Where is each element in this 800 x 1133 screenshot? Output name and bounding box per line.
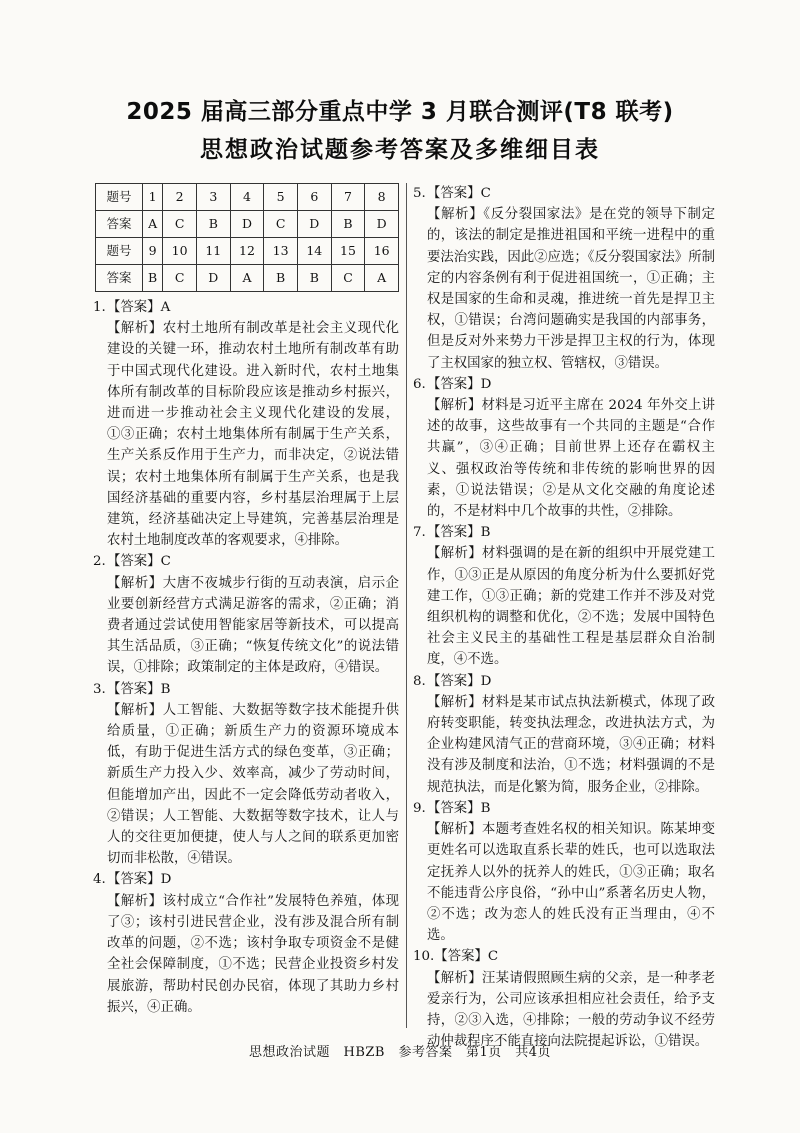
analysis-paragraph (413, 968, 715, 1053)
analysis-text: 本题考查姓名权的相关知识。陈某坤变更姓名可以选取直系长辈的姓氏，也可以选取法定抚养人以外的抚养人的姓氏，①③正确；取名不能违背公序良俗，“孙中山”系著名历史人物，②不选；改为恋人的姓氏没有正当理由，④不选。 (427, 822, 715, 944)
question-number: 9. (413, 800, 426, 816)
analysis-label: 【解析】 (427, 694, 482, 710)
right-question-list (413, 183, 715, 1052)
question-number: 4. (93, 872, 106, 888)
row-label-answer: 答案 (96, 211, 143, 238)
question-block (413, 183, 715, 374)
question-number: 5. (413, 186, 426, 201)
answer-table-question-row (96, 184, 399, 211)
page-footer: 思想政治试题 HBZB 参考答案 第1页 共4页 (248, 1045, 552, 1060)
answer-table-answer-row (96, 265, 399, 292)
left-column (93, 183, 399, 1018)
row-label-answer: 答案 (96, 265, 143, 292)
answer-value: C (480, 186, 491, 201)
answer-table (95, 183, 399, 292)
answer-cell: B (264, 265, 298, 292)
analysis-paragraph (413, 543, 715, 670)
analysis-label: 【解析】 (107, 702, 163, 718)
analysis-label: 【解析】 (427, 970, 482, 986)
analysis-paragraph (413, 395, 715, 522)
question-number-cell: 3 (196, 184, 230, 211)
question-block (93, 869, 399, 1017)
analysis-text: 大唐不夜城步行街的互动表演，启示企业要创新经营方式满足游客的需求，②正确；消费者通过尝试使用智能家居等新技术，可以提高其生活品质，③正确；“恢复传统文化”的说法错误，①排除；政策制定的主体是政府，④错误。 (107, 575, 400, 676)
answer-line (413, 798, 715, 819)
analysis-label: 【解析】 (107, 893, 163, 909)
answer-cell: C (163, 211, 197, 238)
answer-label: 【答案】 (427, 673, 481, 689)
answer-cell: B (196, 211, 230, 238)
analysis-paragraph (413, 819, 715, 946)
answer-line (413, 671, 715, 692)
question-number: 7. (413, 525, 426, 541)
answer-cell: B (297, 265, 331, 292)
answer-label: 【答案】 (107, 681, 161, 697)
analysis-text: 该村成立“合作社”发展特色养殖，体现了③；该村引进民营企业，没有涉及混合所有制改革的问题，②不选；该村争取专项资金不是健全社会保障制度，①不选；民营企业投资乡村发展旅游，帮助村民创办民宿，体现了其助力乡村振兴，④正确。 (107, 893, 399, 1015)
answer-line (93, 679, 399, 700)
analysis-text: 材料强调的是在新的组织中开展党建工作，①③正是从原因的角度分析为什么要抓好党建工作，①③正确；新的党建工作并不涉及对党组织机构的调整和优化，②不选；发展中国特色社会主义民主的基础性工程是基层群众自治制度，④不选。 (427, 546, 715, 668)
question-number: 2. (93, 554, 106, 570)
analysis-text: 《反分裂国家法》是在党的领导下制定的，该法的制定是推进祖国和平统一进程中的重要法治实践，因此②应选；《反分裂国家法》所制定的内容条例有利于促进祖国统一，①正确；主权是国家的生命和灵魂，推进统一首先是捍卫主权，①错误；台湾问题确实是我国的内部事务，但是反对外来势力干涉是捍卫主权的行为，体现了主权国家的独立权、管辖权，③错误。 (427, 207, 715, 371)
answer-cell: A (365, 265, 399, 292)
document-title: 2025 届高三部分重点中学 3 月联合测评(T8 联考) (126, 99, 674, 125)
answer-cell: C (264, 211, 298, 238)
answer-value: A (160, 300, 171, 315)
answer-value: B (160, 681, 171, 697)
answer-label: 【答案】 (427, 376, 481, 392)
question-block (413, 522, 715, 670)
analysis-text: 材料是某市试点执法新模式，体现了政府转变职能，转变执法理念，改进执法方式，为企业构建风清气正的营商环境，③④正确；材料没有涉及制度和法治，①不选；材料强调的不是规范执法，而是化繁为简，服务企业，②排除。 (427, 694, 715, 795)
analysis-paragraph (413, 692, 715, 798)
question-block (93, 551, 399, 678)
question-number-cell: 15 (331, 238, 365, 265)
analysis-label: 【解析】 (427, 546, 482, 562)
question-number-cell: 16 (365, 238, 399, 265)
answer-value: B (480, 800, 491, 816)
answer-cell: B (331, 211, 365, 238)
question-number-cell: 12 (230, 238, 264, 265)
answer-table-question-row (96, 238, 399, 265)
answer-value: D (160, 872, 172, 888)
question-block (413, 671, 715, 798)
column-divider (406, 183, 407, 1028)
analysis-label: 【解析】 (427, 207, 484, 223)
analysis-label: 【解析】 (107, 321, 163, 337)
question-number-cell: 7 (331, 184, 365, 211)
answer-cell: D (365, 211, 399, 238)
analysis-text: 农村土地所有制改革是社会主义现代化建设的关键一环，推动农村土地所有制改革有助于中国式现代化建设。进入新时代，农村土地集体所有制改革的目标阶段应该是推动乡村振兴，进而进一步推动社会主义现代化建设的发展，①③正确；农村土地集体所有制属于生产关系，生产关系反作用于生产力，而非决定，②说法错误；农村土地集体所有制属于生产关系，也是我国经济基础的重要内容，乡村基层治理属于上层建筑，经济基础决定上导建筑，完善基层治理是农村土地制度改革的客观要求，④排除。 (107, 321, 400, 549)
question-block (413, 374, 715, 522)
analysis-label: 【解析】 (427, 398, 482, 414)
answer-cell: D (196, 265, 230, 292)
answer-value: C (160, 554, 171, 570)
question-block (93, 297, 399, 551)
answer-value: D (480, 376, 492, 392)
analysis-paragraph (413, 204, 715, 374)
row-label-question: 题号 (96, 184, 143, 211)
answer-value: B (480, 525, 491, 541)
analysis-label: 【解析】 (107, 575, 163, 591)
answer-label: 【答案】 (434, 949, 488, 965)
answer-table-answer-row (96, 211, 399, 238)
question-number-cell: 13 (264, 238, 298, 265)
answer-cell: B (143, 265, 163, 292)
question-number-cell: 10 (163, 238, 197, 265)
document-subtitle: 思想政治试题参考答案及多维细目表 (200, 137, 600, 163)
question-number: 6. (413, 376, 426, 392)
question-number-cell: 1 (143, 184, 163, 211)
row-label-question: 题号 (96, 238, 143, 265)
question-block (93, 679, 399, 870)
question-number-cell: 5 (264, 184, 298, 211)
question-number: 10. (413, 949, 435, 965)
question-number-cell: 11 (196, 238, 230, 265)
answer-line (413, 522, 715, 543)
answer-cell: D (230, 211, 264, 238)
question-block (413, 946, 715, 1052)
left-question-list (93, 297, 399, 1018)
analysis-text: 人工智能、大数据等数字技术能提升供给质量，①正确；新质生产力的资源环境成本低，有助于促进生活方式的绿色变革，③正确；新质生产力投入少、效率高，减少了劳动时间，但能增加产出，因此不一定会降低劳动者收入，②错误；人工智能、大数据等数字技术，让人与人的交往更加便捷，使人与人之间的联系更加密切而非松散，④错误。 (107, 702, 400, 867)
question-block (413, 798, 715, 946)
answer-label: 【答案】 (427, 525, 481, 541)
answer-cell: C (331, 265, 365, 292)
question-number-cell: 6 (297, 184, 331, 211)
question-number-cell: 4 (230, 184, 264, 211)
answer-line (413, 374, 715, 395)
answer-line (413, 183, 715, 204)
question-number: 1. (93, 300, 106, 315)
analysis-paragraph (93, 573, 399, 679)
question-number-cell: 9 (143, 238, 163, 265)
answer-cell: C (163, 265, 197, 292)
right-column (413, 183, 715, 1052)
answer-cell: A (230, 265, 264, 292)
question-number: 8. (413, 673, 426, 689)
answer-line (93, 551, 399, 572)
analysis-paragraph (93, 891, 399, 1018)
analysis-paragraph (93, 318, 399, 551)
answer-label: 【答案】 (107, 554, 161, 570)
answer-label: 【答案】 (427, 800, 481, 816)
analysis-paragraph (93, 700, 399, 870)
analysis-text: 汪某请假照顾生病的父亲，是一种孝老爱亲行为，公司应该承担相应社会责任，给予支持，②③入选，④排除；一般的劳动争议不经劳动仲裁程序不能直接向法院提起诉讼，①错误。 (427, 970, 715, 1050)
answer-line (413, 946, 715, 967)
answer-label: 【答案】 (107, 300, 161, 315)
answer-value: C (487, 949, 499, 965)
answer-cell: D (297, 211, 331, 238)
answer-value: D (480, 673, 492, 689)
question-number-cell: 14 (297, 238, 331, 265)
answer-cell: A (143, 211, 163, 238)
analysis-text: 材料是习近平主席在 2024 年外交上讲述的故事，这些故事有一个共同的主题是“合作共赢”，③④正确；目前世界上还存在霸权主义、强权政治等传统和非传统的影响世界的因素，①说法错误；②是从文化交融的角度论述的，不是材料中几个故事的共性，②排除。 (427, 398, 715, 520)
answer-line (93, 297, 399, 318)
analysis-label: 【解析】 (427, 822, 482, 838)
question-number: 3. (93, 681, 106, 697)
answer-label: 【答案】 (427, 186, 481, 201)
question-number-cell: 2 (163, 184, 197, 211)
question-number-cell: 8 (365, 184, 399, 211)
answer-line (93, 869, 399, 890)
answer-label: 【答案】 (107, 872, 161, 888)
